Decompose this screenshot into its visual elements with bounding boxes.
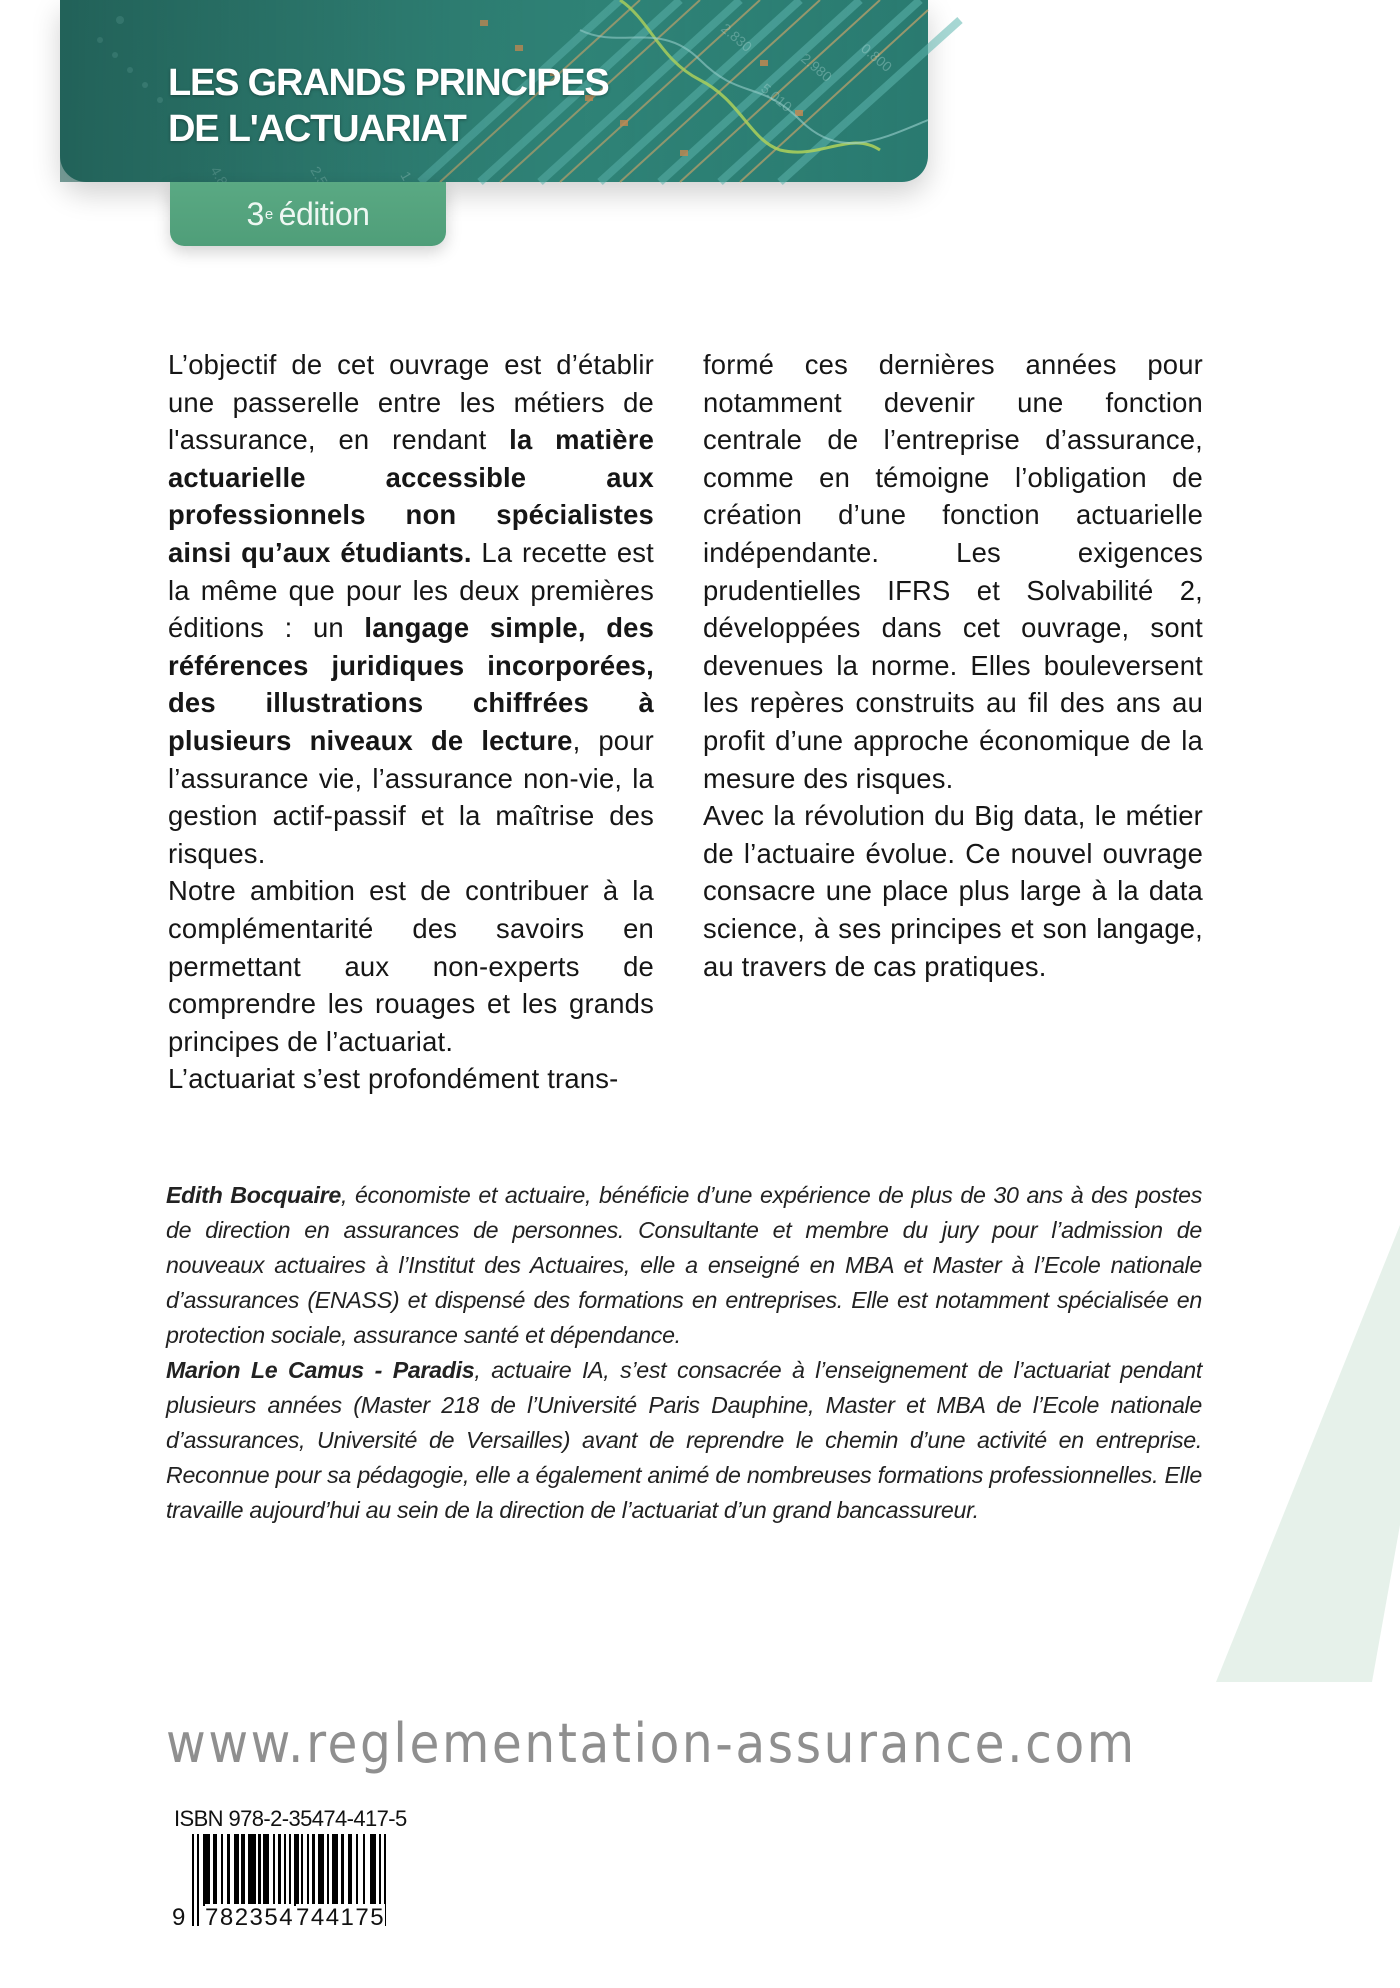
author-bios bbox=[166, 1178, 1202, 1528]
author-bio bbox=[166, 1353, 1202, 1528]
edition-badge bbox=[170, 182, 446, 246]
edition-label: édition bbox=[278, 195, 370, 232]
author-name: Edith Bocquaire bbox=[166, 1182, 341, 1208]
bold-text-run: la matière actuarielle accessible aux professionnels non spécialistes ainsi qu’aux étudiants. bbox=[168, 424, 655, 568]
title-banner bbox=[60, 0, 928, 182]
book-title bbox=[168, 60, 609, 152]
book-title-line-2: DE L'ACTUARIAT bbox=[168, 108, 466, 150]
text-run: , pour l’assurance vie, l’assurance non-vie, la gestion actif-passif et la maîtrise des risques. bbox=[168, 724, 654, 869]
book-title-line-1: LES GRANDS PRINCIPES bbox=[168, 62, 609, 104]
barcode-digits-right: 744175 bbox=[296, 1904, 386, 1931]
description-paragraph-4: Avec la révolution du Big data, le métier de l’actuaire évolue. Ce nouvel ouvrage consacre une place plus large à la data science, à ses principes et son langage, au travers de cas pratiques. bbox=[703, 800, 1203, 982]
isbn-label: ISBN 978-2-35474-417-5 bbox=[174, 1806, 407, 1831]
description-paragraph-1 bbox=[168, 346, 654, 872]
text-run: L’objectif de cet ouvrage est d’établir une passerelle entre les métiers de l'assurance, en rendant bbox=[168, 349, 654, 456]
description-right-column bbox=[703, 346, 1203, 985]
publisher-website: www.reglementation-assurance.com bbox=[166, 1712, 1137, 1775]
barcode-digit-prefix: 9 bbox=[172, 1904, 186, 1931]
barcode-digits-left: 782354 bbox=[205, 1904, 295, 1931]
author-bio-text: , actuaire IA, s’est consacrée à l’enseignement de l’actuariat pendant plusieurs années (Master 218 de l’Université Paris Dauphine, Master et MBA de l’Ecole nationale d’assurances, Université de Versailles) avant de reprendre le chemin d’une activité en entreprise. Reconnue pour sa pédagogie, elle a également animé de nombreuses formations professionnelles. Elle travaille aujourd’hui au sein de la direction de l’actuariat d’un grand bancassureur. bbox=[166, 1357, 1203, 1523]
description-paragraph-3-start: L’actuariat s’est profondément trans- bbox=[168, 1063, 619, 1095]
author-bio bbox=[166, 1178, 1202, 1353]
author-bio-text: , économiste et actuaire, bénéficie d’une expérience de plus de 30 ans à des postes de direction en assurances de personnes. Consultante et membre du jury pour l’admission de nouveaux actuaires à l’Institut des Actuaires, elle a enseigné en MBA et Master à l’Ecole nationale d’assurances (ENASS) et dispensé des formations en entreprises. Elle est notamment spécialisée en protection sociale, assurance santé et dépendance. bbox=[166, 1182, 1203, 1348]
bold-text-run: langage simple, des références juridiques incorporées, des illustrations chiffrées à plusieurs niveaux de lecture bbox=[168, 612, 655, 756]
description-paragraph-3-end: formé ces dernières années pour notamment devenir une fonction centrale de l’entreprise d’assurance, comme en témoigne l’obligation de création d’une fonction actuarielle indépendante. Les exigences prudentielles IFRS et Solvabilité 2, développées dans cet ouvrage, sont devenues la norme. Elles bouleversent les repères construits au fil des ans au profit d’une approche économique de la mesure des risques. bbox=[703, 349, 1203, 794]
edition-number: 3 bbox=[246, 195, 264, 232]
edition-superscript: e bbox=[264, 205, 273, 223]
description-left-column bbox=[168, 346, 654, 1098]
description-paragraph-2: Notre ambition est de contribuer à la complémentarité des savoirs en permettant aux non-experts de comprendre les rouages et les grands principes de l’actuariat. bbox=[168, 875, 654, 1057]
text-run: La recette est la même que pour les deux premières éditions : un bbox=[168, 536, 654, 644]
author-name: Marion Le Camus - Paradis bbox=[166, 1357, 475, 1383]
